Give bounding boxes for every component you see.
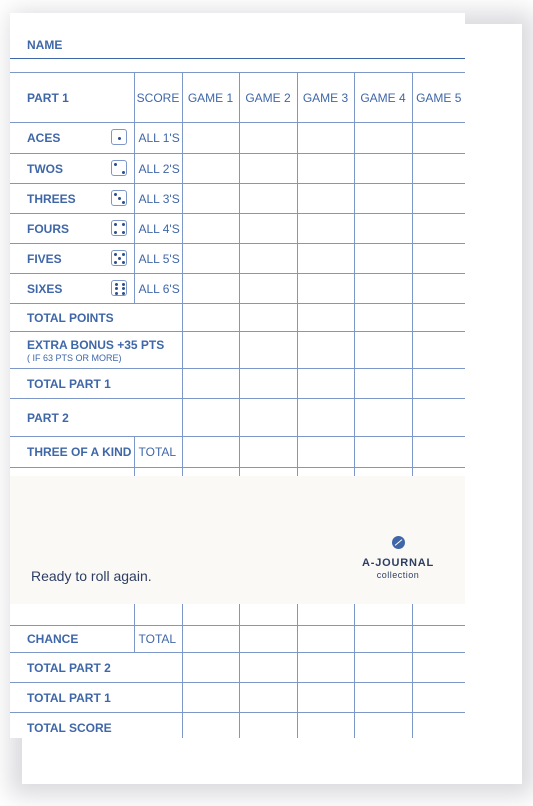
die-face-icon [111,220,127,236]
score-cell[interactable] [412,123,465,154]
score-cell[interactable] [239,369,297,399]
score-cell[interactable] [297,369,354,399]
die-pip [122,201,125,204]
score-cell[interactable] [239,399,297,437]
game-column-header: GAME 5 [412,73,465,123]
score-cell[interactable] [354,683,412,713]
score-cell[interactable] [297,437,354,468]
game-column-header: GAME 1 [182,73,239,123]
name-row[interactable] [10,13,465,59]
die-face-icon [111,129,127,145]
part2-heading [10,399,182,437]
score-cell[interactable] [239,713,297,739]
score-cell[interactable] [239,653,297,683]
brand-name: A-JOURNAL [362,557,434,569]
header-row [10,73,465,123]
status-message: Ready to roll again. [31,568,152,584]
score-cell[interactable] [412,683,465,713]
score-cell[interactable] [182,274,239,304]
score-cell[interactable] [239,304,297,332]
row-label [10,184,134,214]
upper-section-row [10,244,465,274]
score-cell[interactable] [354,653,412,683]
score-cell[interactable] [354,369,412,399]
row-label-text: SIXES [27,281,63,296]
die-pip [122,287,125,290]
score-cell[interactable] [182,184,239,214]
total-part1-final-label-text: TOTAL PART 1 [27,690,111,705]
score-cell[interactable] [182,214,239,244]
score-cell[interactable] [239,244,297,274]
score-column-header: SCORE [134,73,182,123]
die-pip [118,257,121,260]
score-cell[interactable] [297,244,354,274]
row-label [10,437,134,468]
score-cell[interactable] [354,274,412,304]
score-cell[interactable] [297,154,354,184]
score-cell[interactable] [412,626,465,653]
score-cell[interactable] [354,399,412,437]
die-pip [122,223,125,226]
score-cell[interactable] [182,304,239,332]
score-cell[interactable] [412,214,465,244]
score-cell[interactable] [182,713,239,739]
score-cell[interactable] [412,154,465,184]
score-cell[interactable] [297,626,354,653]
score-cell[interactable] [239,626,297,653]
total-points-label [10,304,182,332]
score-cell[interactable] [182,683,239,713]
row-label-text: THREES [27,191,76,206]
die-pip [122,283,125,286]
row-label-text: ACES [27,131,61,145]
score-cell[interactable] [412,274,465,304]
score-rule: ALL 3'S [134,184,182,214]
total-part2-label-text: TOTAL PART 2 [27,660,111,675]
total-part1-label [10,369,182,399]
score-cell[interactable] [297,214,354,244]
score-cell[interactable] [239,123,297,154]
score-cell[interactable] [182,123,239,154]
score-sheet-card [10,13,465,738]
score-cell[interactable] [297,274,354,304]
three-kind-row [10,437,465,468]
die-pip [122,261,125,264]
score-rule: ALL 2'S [134,154,182,184]
total-part1-label-text: TOTAL PART 1 [27,376,111,391]
row-label-text: FIVES [27,251,62,266]
score-cell[interactable] [412,369,465,399]
row-label [10,214,134,244]
score-cell[interactable] [354,214,412,244]
score-rule: ALL 1'S [134,123,182,154]
upper-section-row [10,274,465,304]
score-cell[interactable] [412,184,465,214]
die-pip [118,137,121,140]
die-pip [122,253,125,256]
brand-logo [353,536,443,580]
row-label [10,123,134,154]
score-table [10,72,465,738]
score-cell[interactable] [412,437,465,468]
upper-section-row [10,154,465,184]
die-pip [114,261,117,264]
score-cell[interactable] [182,332,239,369]
score-cell[interactable] [354,332,412,369]
score-cell[interactable] [354,123,412,154]
die-pip [118,197,121,200]
die-face-icon [111,280,127,296]
part1-heading [10,73,134,123]
die-pip [114,223,117,226]
score-rule: ALL 5'S [134,244,182,274]
row-label [10,626,134,653]
score-cell[interactable] [412,653,465,683]
die-face-icon [111,190,127,206]
name-label: NAME [27,38,63,52]
score-cell[interactable] [182,369,239,399]
row-label-text: FOURS [27,221,69,236]
die-pip [114,193,117,196]
die-pip [115,283,118,286]
score-cell[interactable] [182,437,239,468]
die-pip [115,292,118,295]
total-score-label-text: TOTAL SCORE [27,720,112,735]
score-cell[interactable] [239,274,297,304]
upper-section-row [10,123,465,154]
total-points-label-text: TOTAL POINTS [27,310,114,325]
row-label [10,274,134,304]
score-cell[interactable] [239,154,297,184]
part2-heading-text: PART 2 [27,410,69,425]
score-cell[interactable] [412,399,465,437]
score-cell[interactable] [354,626,412,653]
game-column-header: GAME 4 [354,73,412,123]
score-cell[interactable] [239,683,297,713]
chance-row [10,626,465,653]
score-cell[interactable] [412,304,465,332]
total-part1-row [10,369,465,399]
roll-again-banner [10,476,465,604]
bonus-label [10,332,182,369]
score-cell[interactable] [354,304,412,332]
bonus-note: ( IF 63 PTS OR MORE) [27,352,122,363]
score-rule: ALL 4'S [134,214,182,244]
total-part1-final-row [10,683,465,713]
die-pip [115,287,118,290]
score-cell[interactable] [354,184,412,214]
score-cell[interactable] [354,154,412,184]
score-cell[interactable] [297,304,354,332]
score-cell[interactable] [354,713,412,739]
total-score-label [10,713,182,739]
score-cell[interactable] [297,683,354,713]
score-cell[interactable] [354,437,412,468]
score-cell[interactable] [297,713,354,739]
score-cell[interactable] [297,399,354,437]
score-cell[interactable] [412,244,465,274]
game-column-header: GAME 3 [297,73,354,123]
total-score-row [10,713,465,739]
score-cell[interactable] [297,184,354,214]
row-label [10,244,134,274]
die-pip [114,231,117,234]
score-cell[interactable] [182,244,239,274]
brand-subtitle: collection [376,570,420,580]
brand-mark-icon [392,536,405,549]
row-label [10,154,134,184]
score-cell[interactable] [182,399,239,437]
score-cell[interactable] [297,123,354,154]
total-part2-row [10,653,465,683]
row-label-text: TWOS [27,161,63,176]
score-cell[interactable] [182,653,239,683]
score-cell[interactable] [297,332,354,369]
score-cell[interactable] [239,332,297,369]
total-points-row [10,304,465,332]
score-rule: TOTAL [134,626,182,653]
part2-heading-row [10,399,465,437]
bonus-row [10,332,465,369]
die-pip [114,253,117,256]
die-pip [114,163,117,166]
score-cell[interactable] [239,184,297,214]
game-column-header: GAME 2 [239,73,297,123]
score-cell[interactable] [354,244,412,274]
score-cell[interactable] [297,653,354,683]
die-pip [122,171,125,174]
score-cell[interactable] [412,713,465,739]
upper-section-row [10,184,465,214]
total-part2-label [10,653,182,683]
die-pip [122,231,125,234]
total-part1-final-label [10,683,182,713]
die-pip [122,292,125,295]
die-face-icon [111,160,127,176]
score-rule: ALL 6'S [134,274,182,304]
die-face-icon [111,250,127,266]
score-cell[interactable] [182,154,239,184]
row-label-text: CHANCE [27,632,79,646]
score-cell[interactable] [239,214,297,244]
upper-section-row [10,214,465,244]
bonus-label-text: EXTRA BONUS +35 PTS [27,337,165,352]
score-cell[interactable] [182,626,239,653]
score-rule: TOTAL [134,437,182,468]
part1-heading-text: PART 1 [27,90,69,105]
row-label-text: THREE OF A KIND [27,445,132,459]
score-cell[interactable] [239,437,297,468]
score-cell[interactable] [412,332,465,369]
